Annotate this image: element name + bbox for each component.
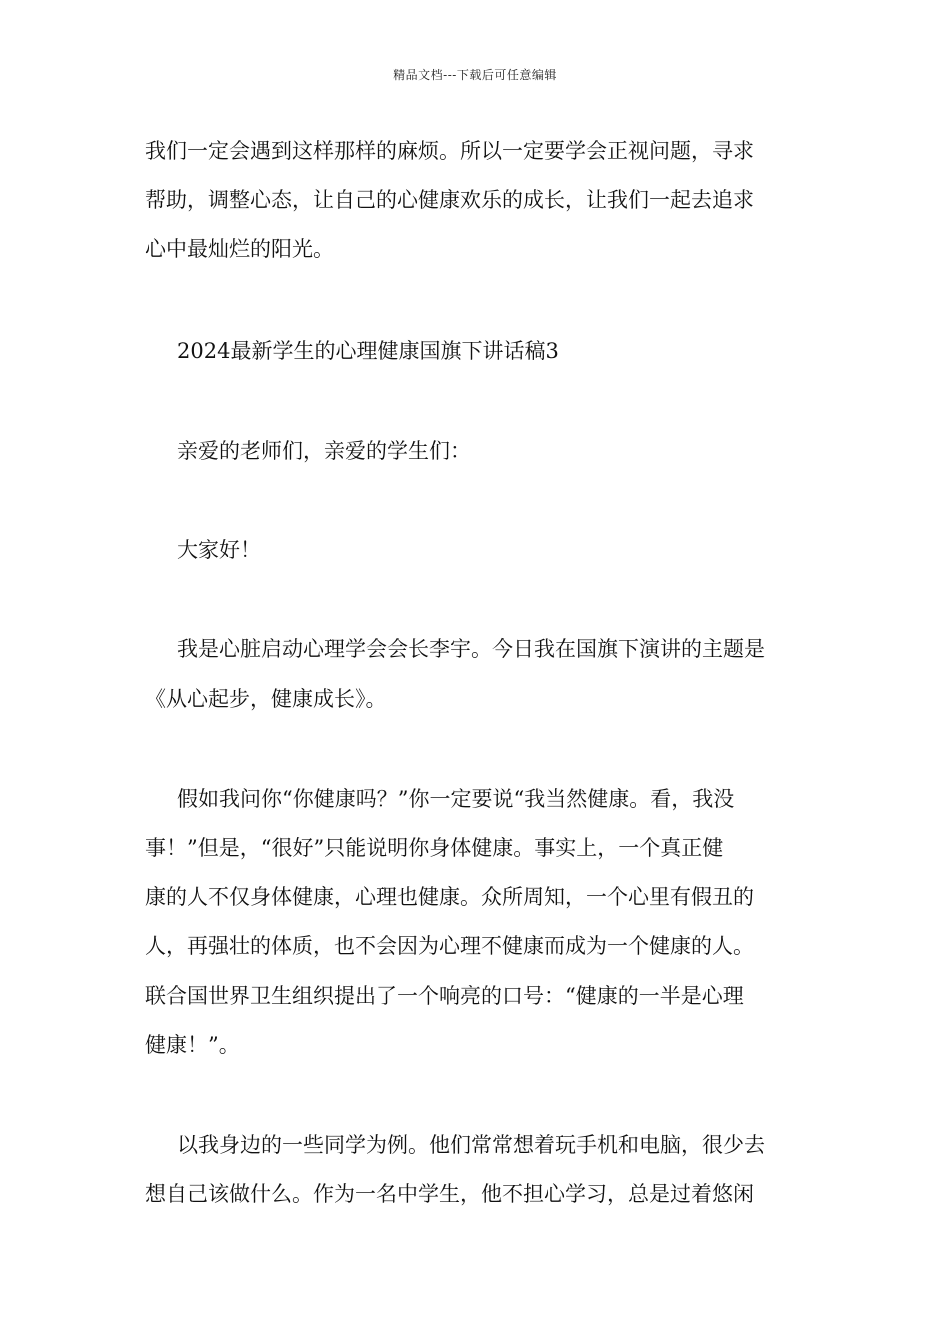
paragraph-line: 事！”但是，“很好”只能说明你身体健康。事实上，一个真正健 [145, 836, 724, 860]
paragraph-line: 我是心脏启动心理学会会长李宇。今日我在国旗下演讲的主题是 [177, 637, 765, 661]
paragraph-line: 想自己该做什么。作为一名中学生，他不担心学习，总是过着悠闲 [145, 1182, 754, 1206]
page-header: 精品文档---下载后可任意编辑 [393, 68, 557, 82]
paragraph-line: 心中最灿烂的阳光。 [145, 237, 334, 261]
paragraph-line: 人，再强壮的体质，也不会因为心理不健康而成为一个健康的人。 [145, 934, 754, 958]
salutation: 亲爱的老师们，亲爱的学生们： [177, 439, 471, 463]
paragraph-line: 以我身边的一些同学为例。他们常常想着玩手机和电脑，很少去 [177, 1133, 765, 1157]
paragraph-line: 健康！”。 [145, 1033, 240, 1057]
paragraph-line: 《从心起步，健康成长》。 [145, 687, 387, 711]
section-title: 2024最新学生的心理健康国旗下讲话稿3 [177, 339, 559, 363]
paragraph-line: 帮助，调整心态，让自己的心健康欢乐的成长，让我们一起去追求 [145, 188, 754, 212]
paragraph-line: 联合国世界卫生组织提出了一个响亮的口号：“健康的一半是心理 [145, 984, 744, 1008]
paragraph-line: 假如我问你“你健康吗？”你一定要说“我当然健康。看，我没 [177, 787, 735, 811]
paragraph-line: 我们一定会遇到这样那样的麻烦。所以一定要学会正视问题，寻求 [145, 139, 754, 163]
greeting: 大家好！ [177, 538, 261, 562]
paragraph-line: 康的人不仅身体健康，心理也健康。众所周知，一个心里有假丑的 [145, 885, 754, 909]
